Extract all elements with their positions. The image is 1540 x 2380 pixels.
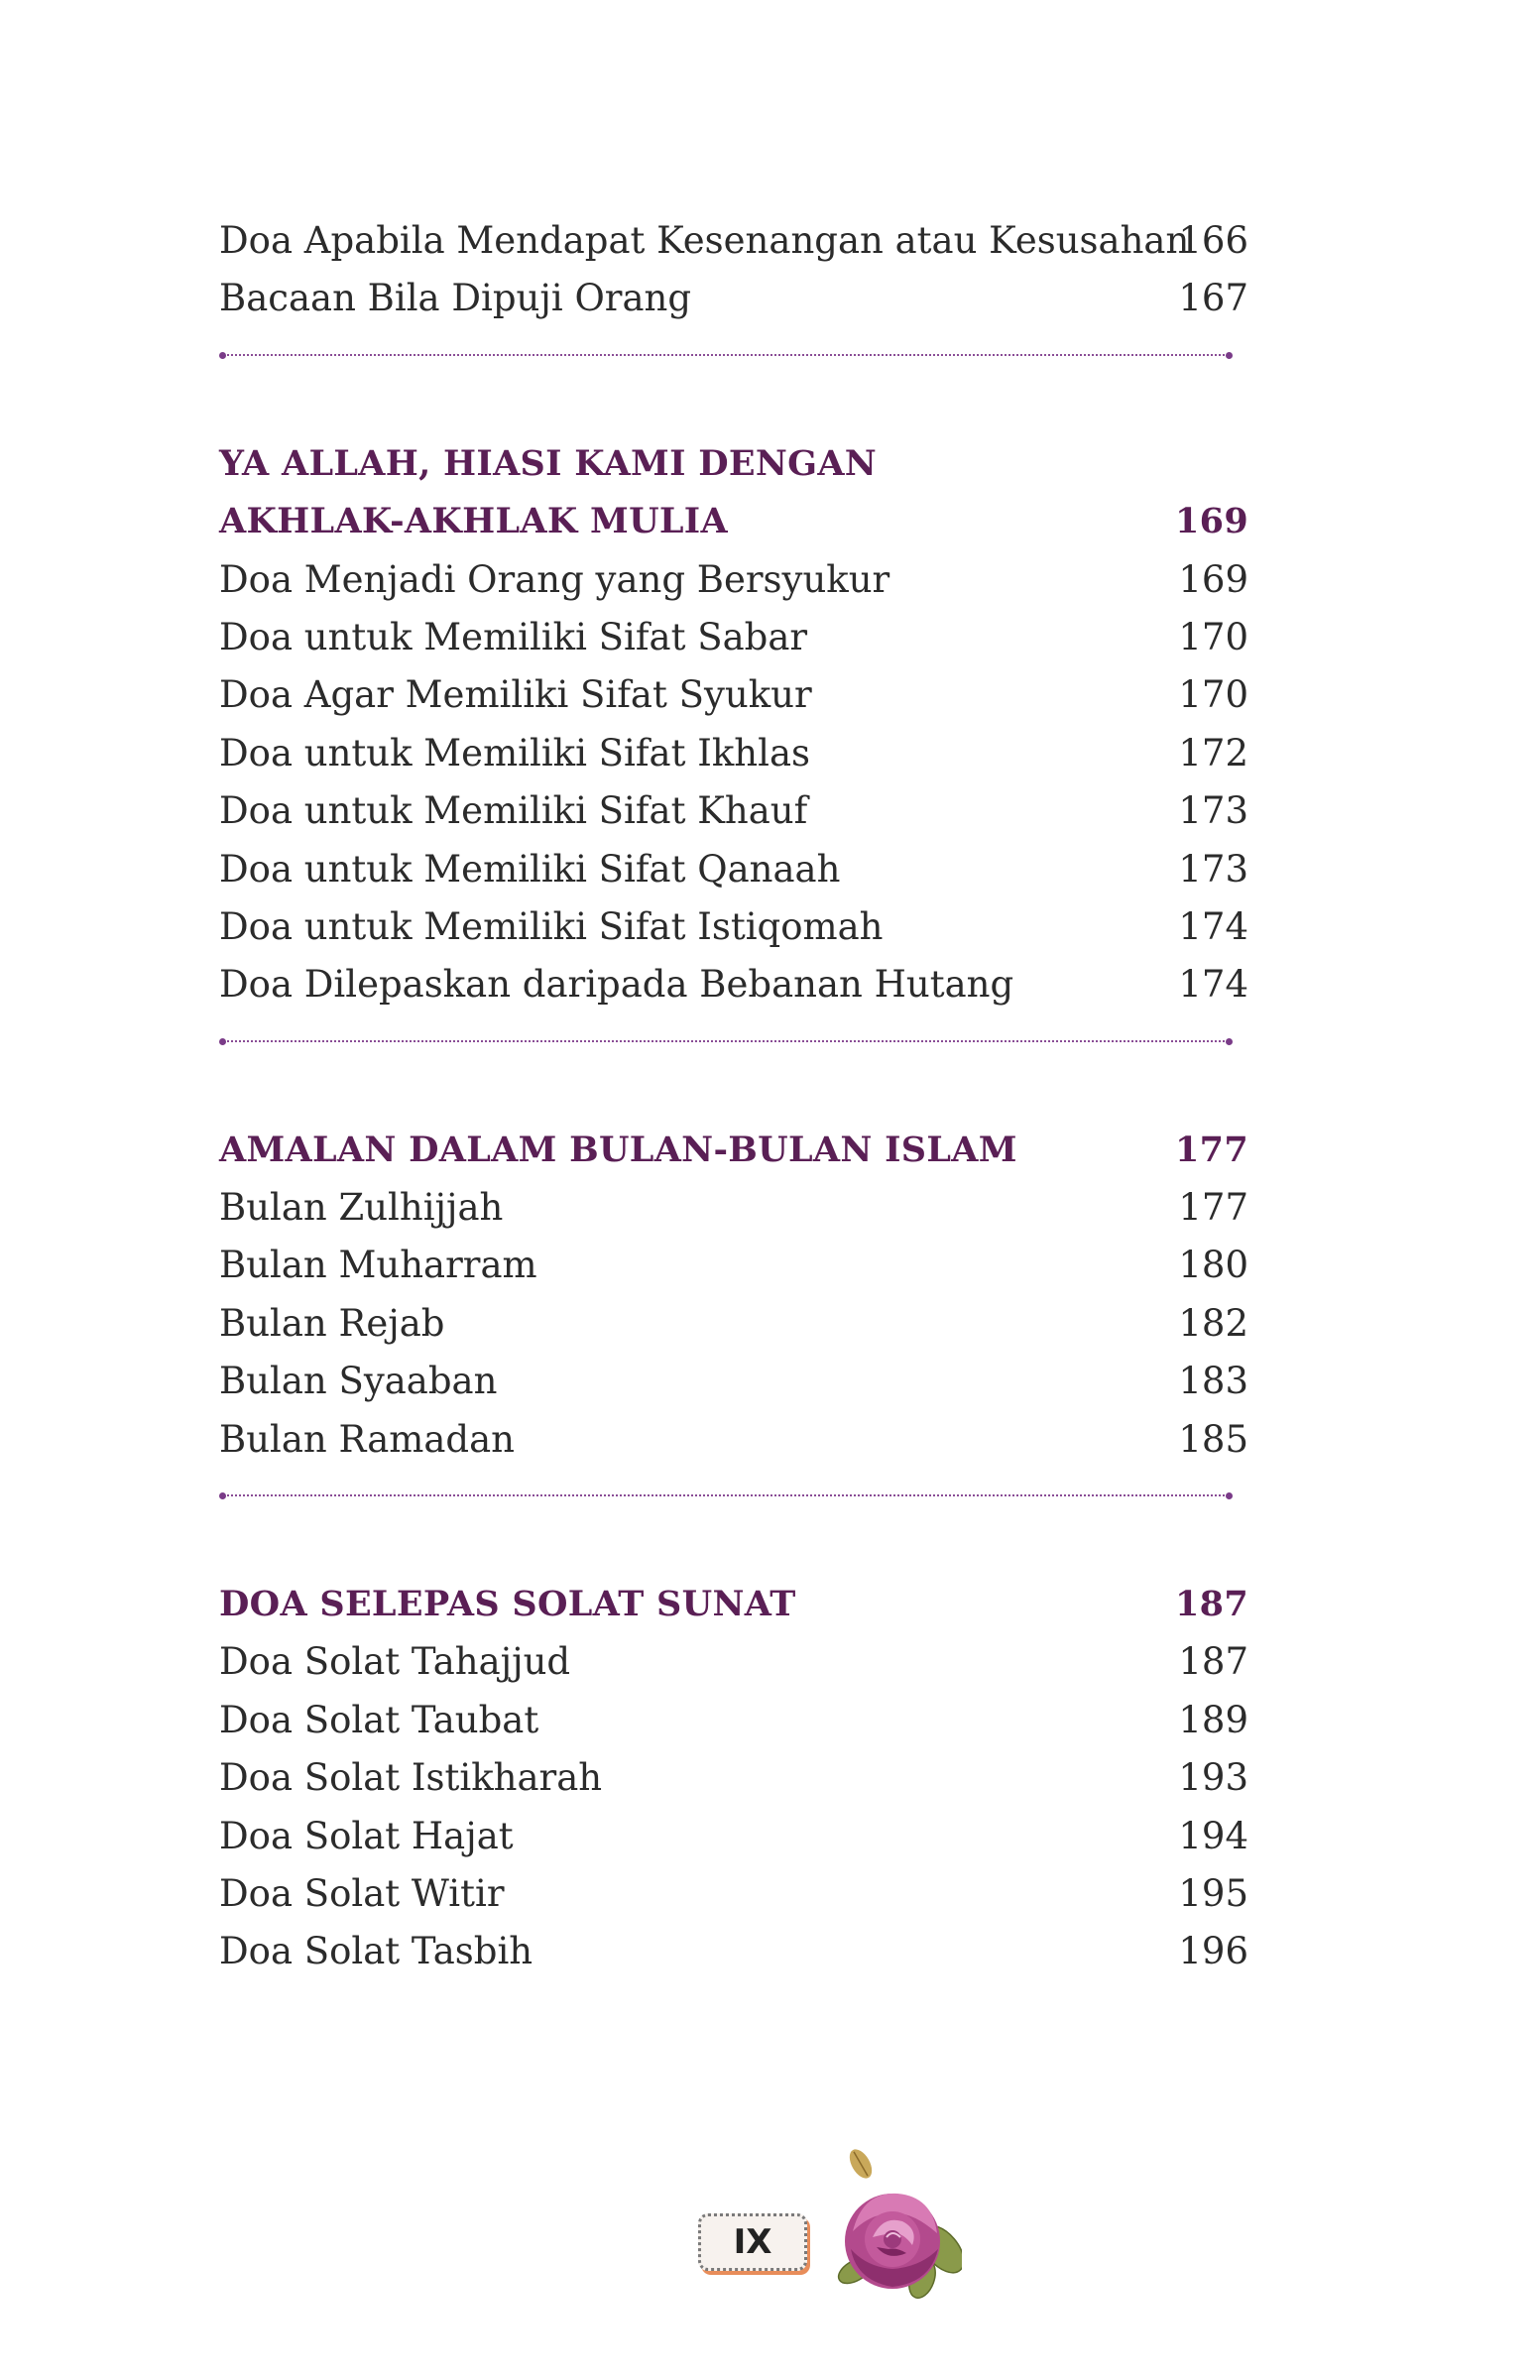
toc-entry	[219, 212, 1248, 270]
toc-entry-title: Doa untuk Memiliki Sifat Ikhlas	[219, 731, 810, 774]
toc-entry-title: Bulan Muharram	[219, 1244, 537, 1287]
section-heading-title: AMALAN DALAM BULAN-BULAN ISLAM	[219, 1129, 1017, 1170]
toc-entry-page: 187	[1178, 1640, 1248, 1684]
section-gap	[219, 1498, 1248, 1576]
rose-flower-icon	[793, 2142, 962, 2301]
toc-entry-title: Doa Dilepaskan daripada Bebanan Hutang	[219, 963, 1014, 1007]
toc-entry-page: 180	[1178, 1244, 1248, 1287]
toc-entry-page: 166	[1178, 219, 1248, 262]
toc-entry	[219, 1808, 1248, 1865]
toc-entry-page: 194	[1178, 1814, 1248, 1857]
toc-entry-page: 169	[1178, 557, 1248, 601]
page-number-badge	[698, 2213, 807, 2271]
toc-entry	[219, 1411, 1248, 1469]
section-heading-title: AKHLAK-AKHLAK MULIA	[219, 501, 728, 542]
toc-entry-page: 167	[1178, 277, 1248, 320]
section-heading	[219, 493, 1248, 550]
toc-entry	[219, 666, 1248, 724]
toc-entry	[219, 551, 1248, 609]
toc-entry-title: Doa Solat Tasbih	[219, 1930, 533, 1973]
toc-entry-title: Bulan Ramadan	[219, 1417, 515, 1461]
toc-entry-title: Doa untuk Memiliki Sifat Sabar	[219, 615, 808, 658]
divider-dot	[219, 352, 226, 359]
toc-entry	[219, 1865, 1248, 1923]
section-heading-title: YA ALLAH, HIASI KAMI DENGAN	[219, 442, 878, 484]
divider-dot	[219, 1038, 226, 1045]
toc-entry	[219, 1237, 1248, 1294]
toc-entry-page: 185	[1178, 1417, 1248, 1461]
divider-dot	[1226, 1038, 1233, 1045]
toc-entry-title: Doa Apabila Mendapat Kesenangan atau Kesusahan	[219, 219, 1190, 262]
toc-entry-title: Doa Agar Memiliki Sifat Syukur	[219, 673, 812, 717]
section-heading	[219, 435, 1248, 493]
section-divider	[219, 1492, 1233, 1498]
toc-entry-page: 170	[1178, 615, 1248, 658]
toc-entry-title: Doa Solat Taubat	[219, 1698, 539, 1741]
toc-entry	[219, 1353, 1248, 1410]
toc-entry	[219, 1749, 1248, 1807]
divider-dot	[1226, 352, 1233, 359]
toc-entry-page: 174	[1178, 963, 1248, 1007]
toc-entry	[219, 1692, 1248, 1749]
toc-entry	[219, 841, 1248, 898]
toc-entry-page: 189	[1178, 1698, 1248, 1741]
toc-entry-title: Doa Solat Istikharah	[219, 1756, 603, 1800]
section-heading-page: 177	[1175, 1129, 1248, 1170]
toc-entry	[219, 1633, 1248, 1691]
section-divider	[219, 352, 1233, 358]
toc-entry-title: Doa untuk Memiliki Sifat Khauf	[219, 789, 808, 833]
section-heading-title: DOA SELEPAS SOLAT SUNAT	[219, 1584, 796, 1625]
toc-entry-page: 177	[1178, 1186, 1248, 1230]
toc-entry-page: 182	[1178, 1301, 1248, 1345]
toc-entry	[219, 1295, 1248, 1353]
toc-entry-page: 173	[1178, 789, 1248, 833]
page-footer	[694, 2142, 962, 2301]
toc-entry	[219, 898, 1248, 956]
section-gap	[219, 1044, 1248, 1122]
toc-entry	[219, 956, 1248, 1013]
section-heading-page: 187	[1175, 1584, 1248, 1625]
toc-entry-title: Doa untuk Memiliki Sifat Istiqomah	[219, 904, 884, 948]
divider-dot	[1226, 1492, 1233, 1499]
toc-entry-title: Doa Solat Tahajjud	[219, 1640, 571, 1684]
toc-entry	[219, 782, 1248, 840]
toc-entry-title: Bulan Syaaban	[219, 1360, 498, 1403]
toc-entry-title: Bacaan Bila Dipuji Orang	[219, 277, 692, 320]
section-gap	[219, 358, 1248, 435]
toc-entry-title: Doa untuk Memiliki Sifat Qanaah	[219, 847, 841, 891]
toc-entry	[219, 270, 1248, 327]
page-number: IX	[733, 2222, 772, 2262]
toc-entry-page: 170	[1178, 673, 1248, 717]
section-heading	[219, 1576, 1248, 1633]
toc-entry	[219, 1179, 1248, 1237]
toc-entry-page: 196	[1178, 1930, 1248, 1973]
toc-entry-title: Doa Solat Witir	[219, 1871, 505, 1915]
divider-dot	[219, 1492, 226, 1499]
toc-entry-page: 174	[1178, 904, 1248, 948]
toc-entry-page: 172	[1178, 731, 1248, 774]
toc-entry	[219, 1923, 1248, 1980]
toc-entry-page: 193	[1178, 1756, 1248, 1800]
toc-entry	[219, 609, 1248, 666]
toc-entry-title: Doa Menjadi Orang yang Bersyukur	[219, 557, 890, 601]
section-heading-page: 169	[1175, 501, 1248, 542]
toc-entry-title: Bulan Rejab	[219, 1301, 445, 1345]
toc-entry-title: Doa Solat Hajat	[219, 1814, 514, 1857]
toc-entry	[219, 725, 1248, 782]
section-heading	[219, 1122, 1248, 1179]
toc-entry-page: 183	[1178, 1360, 1248, 1403]
section-divider	[219, 1038, 1233, 1044]
toc-entry-page: 195	[1178, 1871, 1248, 1915]
toc-entry-page: 173	[1178, 847, 1248, 891]
table-of-contents	[219, 212, 1248, 1981]
toc-entry-title: Bulan Zulhijjah	[219, 1186, 504, 1230]
